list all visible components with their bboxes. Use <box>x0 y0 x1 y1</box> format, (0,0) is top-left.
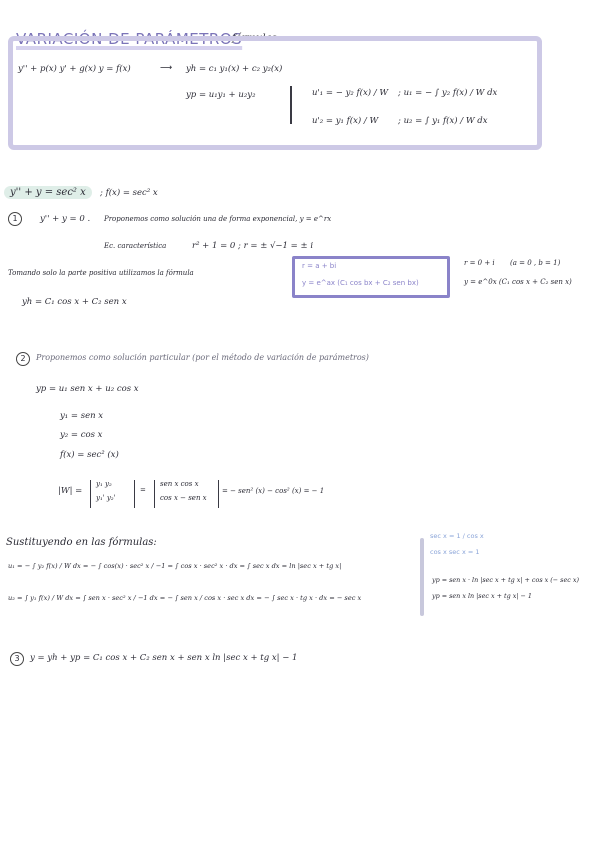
matrix1-right-bar <box>134 480 135 508</box>
exponential-proposal: Proponemos como solución una de forma exponencial, y = e^rx <box>104 215 332 223</box>
formulas-label: fórmulas: <box>232 33 281 44</box>
secant-identity-note: sec x = 1 / cos x <box>430 532 484 540</box>
u1-computation: u₁ = − ∫ y₂ f(x) / W dx = − ∫ cos(x) · sec² x / −1 = ∫ cos x · sec² x · dx = ∫ sec x dx = ln |sec x + tg x| <box>8 562 342 570</box>
wronskian-result: = − sen² (x) − cos² (x) = − 1 <box>222 487 325 495</box>
side-marker <box>420 538 424 616</box>
substituting-heading: Sustituyendo en las fórmulas: <box>6 537 157 548</box>
step-1-number: 1 <box>8 212 22 226</box>
characteristic-equation: r² + 1 = 0 ; r = ± √−1 = ± i <box>192 241 314 251</box>
u2-computation: u₂ = ∫ y₁ f(x) / W dx = ∫ sen x · sec² x / −1 dx = − ∫ sen x / cos x · sec x dx = − ∫ sec x · tg x · dx = − sec x <box>8 594 362 602</box>
yp-result-2: yp = sen x ln |sec x + tg x| − 1 <box>432 592 532 600</box>
yp-proposal: yp = u₁ sen x + u₂ cos x <box>36 384 139 394</box>
u1-prime-formula: u'₁ = − y₂ f(x) / W <box>312 88 389 98</box>
a-b-values: (a = 0 , b = 1) <box>510 259 561 267</box>
brace-divider <box>290 86 292 124</box>
u2-formula: ; u₂ = ∫ y₁ f(x) / W dx <box>398 116 488 126</box>
matrix1-left-bar <box>90 480 91 508</box>
homogeneous-equation: y'' + y = 0 . <box>40 214 91 224</box>
yh-result: yh = C₁ cos x + C₂ sen x <box>22 297 127 307</box>
particular-solution-formula: yp = u₁y₁ + u₂y₂ <box>186 90 256 100</box>
fx-definition: f(x) = sec² (x) <box>60 450 119 460</box>
homogeneous-solution-formula: yh = c₁ y₁(x) + c₂ y₂(x) <box>186 64 283 74</box>
root-value: r = 0 + i <box>464 259 495 267</box>
problem-equation: y'' + y = sec² x <box>4 186 92 199</box>
page-title: VARIACIÓN DE PARÁMETROS <box>16 30 243 48</box>
step-2-number: 2 <box>16 352 30 366</box>
step-3-number: 3 <box>10 652 24 666</box>
yp-result-1: yp = sen x · ln |sec x + tg x| + cos x (− sec x) <box>432 576 579 584</box>
particular-solution-heading: Proponemos como solución particular (por el método de variación de parámetros) <box>36 353 369 362</box>
y2-definition: y₂ = cos x <box>60 430 103 440</box>
matrix2-right-bar <box>218 480 219 508</box>
wronskian-matrix2-row1: sen x cos x <box>160 480 199 488</box>
final-solution: y = yh + yp = C₁ cos x + C₂ sen x + sen x ln |sec x + tg x| − 1 <box>30 653 298 663</box>
equals-sign: = <box>140 486 146 494</box>
positive-part-text: Tomando solo la parte positiva utilizamos la fórmula <box>8 269 194 277</box>
cos-sec-identity-note: cos x sec x = 1 <box>430 548 480 556</box>
arrow-icon: ⟶ <box>160 63 173 73</box>
wronskian-label: |W| = <box>58 486 83 496</box>
wronskian-matrix1-row2: y₁' y₂' <box>96 494 116 502</box>
general-y-result: y = e^0x (C₁ cos x + C₂ sen x) <box>464 278 572 286</box>
wronskian-matrix1-row1: y₁ y₂ <box>96 480 112 488</box>
problem-fx: ; f(x) = sec² x <box>100 188 158 198</box>
general-equation: y'' + p(x) y' + g(x) y = f(x) <box>18 64 131 74</box>
u2-prime-formula: u'₂ = y₁ f(x) / W <box>312 116 379 126</box>
y1-definition: y₁ = sen x <box>60 411 104 421</box>
wronskian-matrix2-row2: cos x − sen x <box>160 494 207 502</box>
u1-formula: ; u₁ = − ∫ y₂ f(x) / W dx <box>398 88 498 98</box>
complex-solution-form: y = e^ax (C₁ cos bx + C₂ sen bx) <box>302 279 419 287</box>
complex-root-form: r = a + bi <box>302 262 337 270</box>
matrix2-left-bar <box>154 480 155 508</box>
characteristic-equation-label: Ec. característica <box>104 242 167 250</box>
